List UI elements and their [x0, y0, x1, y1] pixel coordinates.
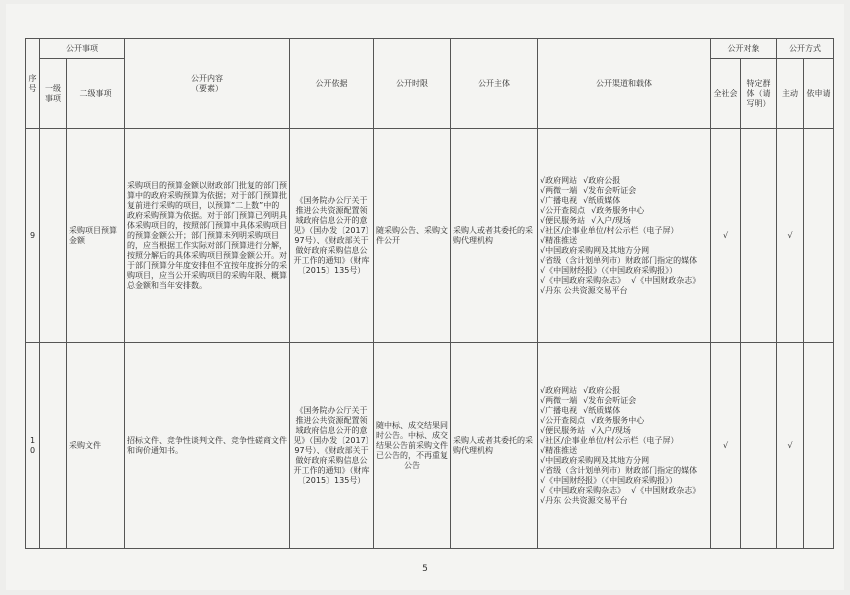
- channel-line: √《中国政府采购杂志》 √《中国财政杂志》: [540, 275, 701, 285]
- channel-line: √广播电视 √纸质媒体: [540, 195, 621, 205]
- header-matter-group: 公开事项: [40, 39, 125, 59]
- row-all-society: √: [711, 343, 741, 549]
- channel-line: √精准推送: [540, 235, 578, 245]
- row-channels: [538, 129, 711, 343]
- channel-line: √丹东 公共资源交易平台: [540, 285, 628, 295]
- channel-line: √中国政府采购网及其地方分网: [540, 245, 650, 255]
- header-level2: 二级事项: [67, 59, 125, 129]
- row-on-request: [804, 343, 834, 549]
- header-specific-group: 特定群体（请写明）: [741, 59, 777, 129]
- row-time: 随采购公告、采购文件公开: [374, 129, 451, 343]
- row-level1: [40, 343, 67, 549]
- channel-line: √公开查阅点 √政务服务中心: [540, 205, 645, 215]
- channel-line: √省级（含计划单列市）财政部门指定的媒体: [540, 255, 698, 265]
- header-active: 主动: [777, 59, 804, 129]
- channel-line: √便民服务站 √入户/现场: [540, 425, 631, 435]
- page-number: 5: [422, 564, 428, 574]
- document-page: [6, 4, 844, 590]
- row-seq: 10: [26, 343, 40, 549]
- row-on-request: [804, 129, 834, 343]
- channel-line: √便民服务站 √入户/现场: [540, 215, 631, 225]
- header-subject: 公开主体: [451, 39, 538, 129]
- row-time: 随中标、成交结果同时公告。中标、成交结果公告前采购文件已公告的，不再重复公告: [374, 343, 451, 549]
- row-level2: 采购项目预算金额: [67, 129, 125, 343]
- channel-line: √两微一端 √发布会听证会: [540, 185, 637, 195]
- channel-line: √政府网站 √政府公报: [540, 175, 621, 185]
- table-row: [26, 343, 834, 549]
- row-specific-group: [741, 343, 777, 549]
- channel-line: √公开查阅点 √政务服务中心: [540, 415, 645, 425]
- row-all-society: √: [711, 129, 741, 343]
- row-active: √: [777, 129, 804, 343]
- channel-line: √《中国政府采购杂志》 √《中国财政杂志》: [540, 485, 701, 495]
- row-basis: 《国务院办公厅关于推进公共资源配置领域政府信息公开的意见》（国办发〔2017〕97号）、《财政部关于做好政府采购信息公开工作的通知》（财库〔2015〕135号）: [290, 343, 374, 549]
- channel-line: √政府网站 √政府公报: [540, 385, 621, 395]
- header-content: 公开内容 （要素）: [125, 39, 290, 129]
- channel-line: √《中国财经报》（《中国政府采购报》）: [540, 265, 678, 275]
- row-basis: 《国务院办公厅关于推进公共资源配置领域政府信息公开的意见》（国办发〔2017〕97号）、《财政部关于做好政府采购信息公开工作的通知》（财库〔2015〕135号）: [290, 129, 374, 343]
- header-basis: 公开依据: [290, 39, 374, 129]
- table-row: [26, 129, 834, 343]
- row-content: 采购项目的预算金额以财政部门批复的部门预算中的政府采购预算为依据；对于部门预算批复前进行采购的项目，以预算“二上数”中的政府采购预算为依据。对于部门预算已列明具体采购项目的，按照部门预算中具体采购项目的预算金额公开；部门预算未列明采购项目的，应当根据工作实际对部门预算进行分解，按照分解后的具体采购项目预算金额公开。对于部门预算分年度安排但不宜按年度拆分的采购项目，应当公开采购项目的采购年限、概算总金额和当年安排数。: [125, 129, 290, 343]
- channel-line: √精准推送: [540, 445, 578, 455]
- channel-line: √中国政府采购网及其地方分网: [540, 455, 650, 465]
- header-seq: 序号: [26, 39, 40, 129]
- header-all-society: 全社会: [711, 59, 741, 129]
- header-target-group: 公开对象: [711, 39, 777, 59]
- row-seq: 9: [26, 129, 40, 343]
- channel-line: √社区/企事业单位/村公示栏（电子屏）: [540, 435, 679, 445]
- header-on-request: 依申请: [804, 59, 834, 129]
- channel-line: √两微一端 √发布会听证会: [540, 395, 637, 405]
- row-level2: 采购文件: [67, 343, 125, 549]
- header-channel: 公开渠道和载体: [538, 39, 711, 129]
- channel-line: √省级（含计划单列市）财政部门指定的媒体: [540, 465, 698, 475]
- row-active: √: [777, 343, 804, 549]
- disclosure-table: [25, 38, 834, 549]
- row-content: 招标文件、竞争性谈判文件、竞争性磋商文件和询价通知书。: [125, 343, 290, 549]
- header-mode-group: 公开方式: [777, 39, 834, 59]
- row-subject: 采购人或者其委托的采购代理机构: [451, 129, 538, 343]
- channel-line: √丹东 公共资源交易平台: [540, 495, 628, 505]
- channel-line: √社区/企事业单位/村公示栏（电子屏）: [540, 225, 679, 235]
- row-subject: 采购人或者其委托的采购代理机构: [451, 343, 538, 549]
- channel-line: √广播电视 √纸质媒体: [540, 405, 621, 415]
- row-level1: [40, 129, 67, 343]
- channel-line: √《中国财经报》（《中国政府采购报》）: [540, 475, 678, 485]
- header-time: 公开时限: [374, 39, 451, 129]
- row-specific-group: [741, 129, 777, 343]
- row-channels: [538, 343, 711, 549]
- header-level1: 一级事项: [40, 59, 67, 129]
